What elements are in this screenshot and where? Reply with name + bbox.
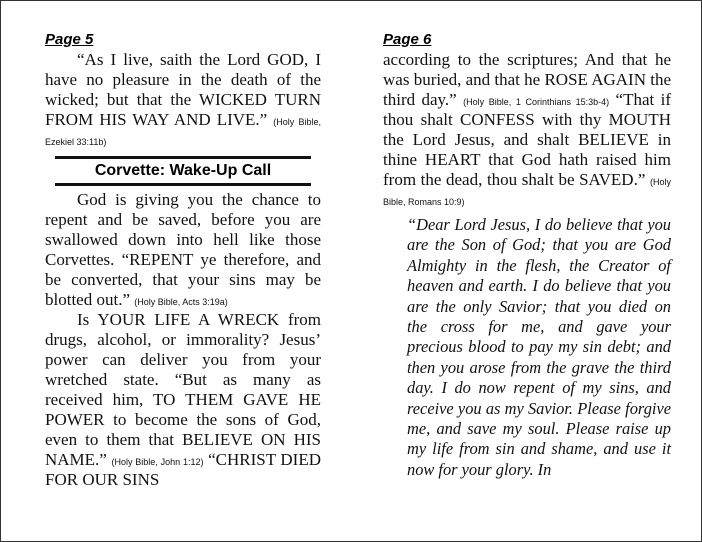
christ-died-text: “CHRIST DIED FOR OUR SINS (45, 450, 322, 489)
acts-reference: (Holy Bible, Acts 3:19a) (134, 297, 228, 307)
repent-text: God is giving you the chance to repent and be saved, before you are swallowed down into hell like those Corvettes. “REPENT ye therefore, and be converted, that your sins may be blotted out.” (45, 190, 321, 309)
sinners-prayer: “Dear Lord Jesus, I do believe that you are the Son of God; that you are God Almighty in the flesh, the Creator of heaven and earth. I do believe that you are the only Savior; that you died on the cross for me, and gave your precious blood to pay my sin debt; and then you arose from the grave the third day. I do now repent of my sins, and receive you as my Savior. Please forgive me, and save my soul. Please raise up my life from sin and shame, and use it now for your glory. In (407, 215, 671, 479)
romans-text: “That if thou shalt CONFESS with thy MOUTH the Lord Jesus, and shalt BELIEVE in thine HEART that God hath raised him from the dead, thou shalt be SAVED.” (383, 90, 671, 189)
corinthians-reference: (Holy Bible, 1 Corinthians 15:3b-4) (463, 97, 610, 107)
ezekiel-paragraph (45, 50, 321, 150)
page-5 (45, 31, 321, 490)
wreck-text: Is YOUR LIFE A WRECK from drugs, alcohol, or immorality? Jesus’ power can deliver you from your wretched state. “But as many as received him, TO THEM GAVE HE POWER to become the sons of God, even to them that BELIEVE ON HIS NAME.” (45, 310, 321, 469)
page-6 (383, 31, 671, 480)
corinthians-text: according to the scriptures; And that he was buried, and that he ROSE AGAIN the third day.” (383, 50, 672, 109)
wreck-paragraph (45, 310, 321, 490)
section-title: Corvette: Wake-Up Call (55, 156, 311, 186)
corinthians-paragraph (383, 50, 671, 210)
john-reference: (Holy Bible, John 1:12) (111, 457, 204, 467)
ezekiel-quote: “As I live, saith the Lord GOD, I have no pleasure in the death of the wicked; but that the WICKED TURN FROM HIS WAY AND LIVE.” (45, 50, 321, 129)
page-5-heading: Page 5 (45, 31, 94, 48)
repent-paragraph (45, 190, 321, 310)
page-6-heading: Page 6 (383, 31, 432, 48)
romans-reference: (Holy Bible, Romans 10:9) (383, 177, 672, 207)
ezekiel-reference: (Holy Bible, Ezekiel 33:11b) (45, 117, 322, 147)
